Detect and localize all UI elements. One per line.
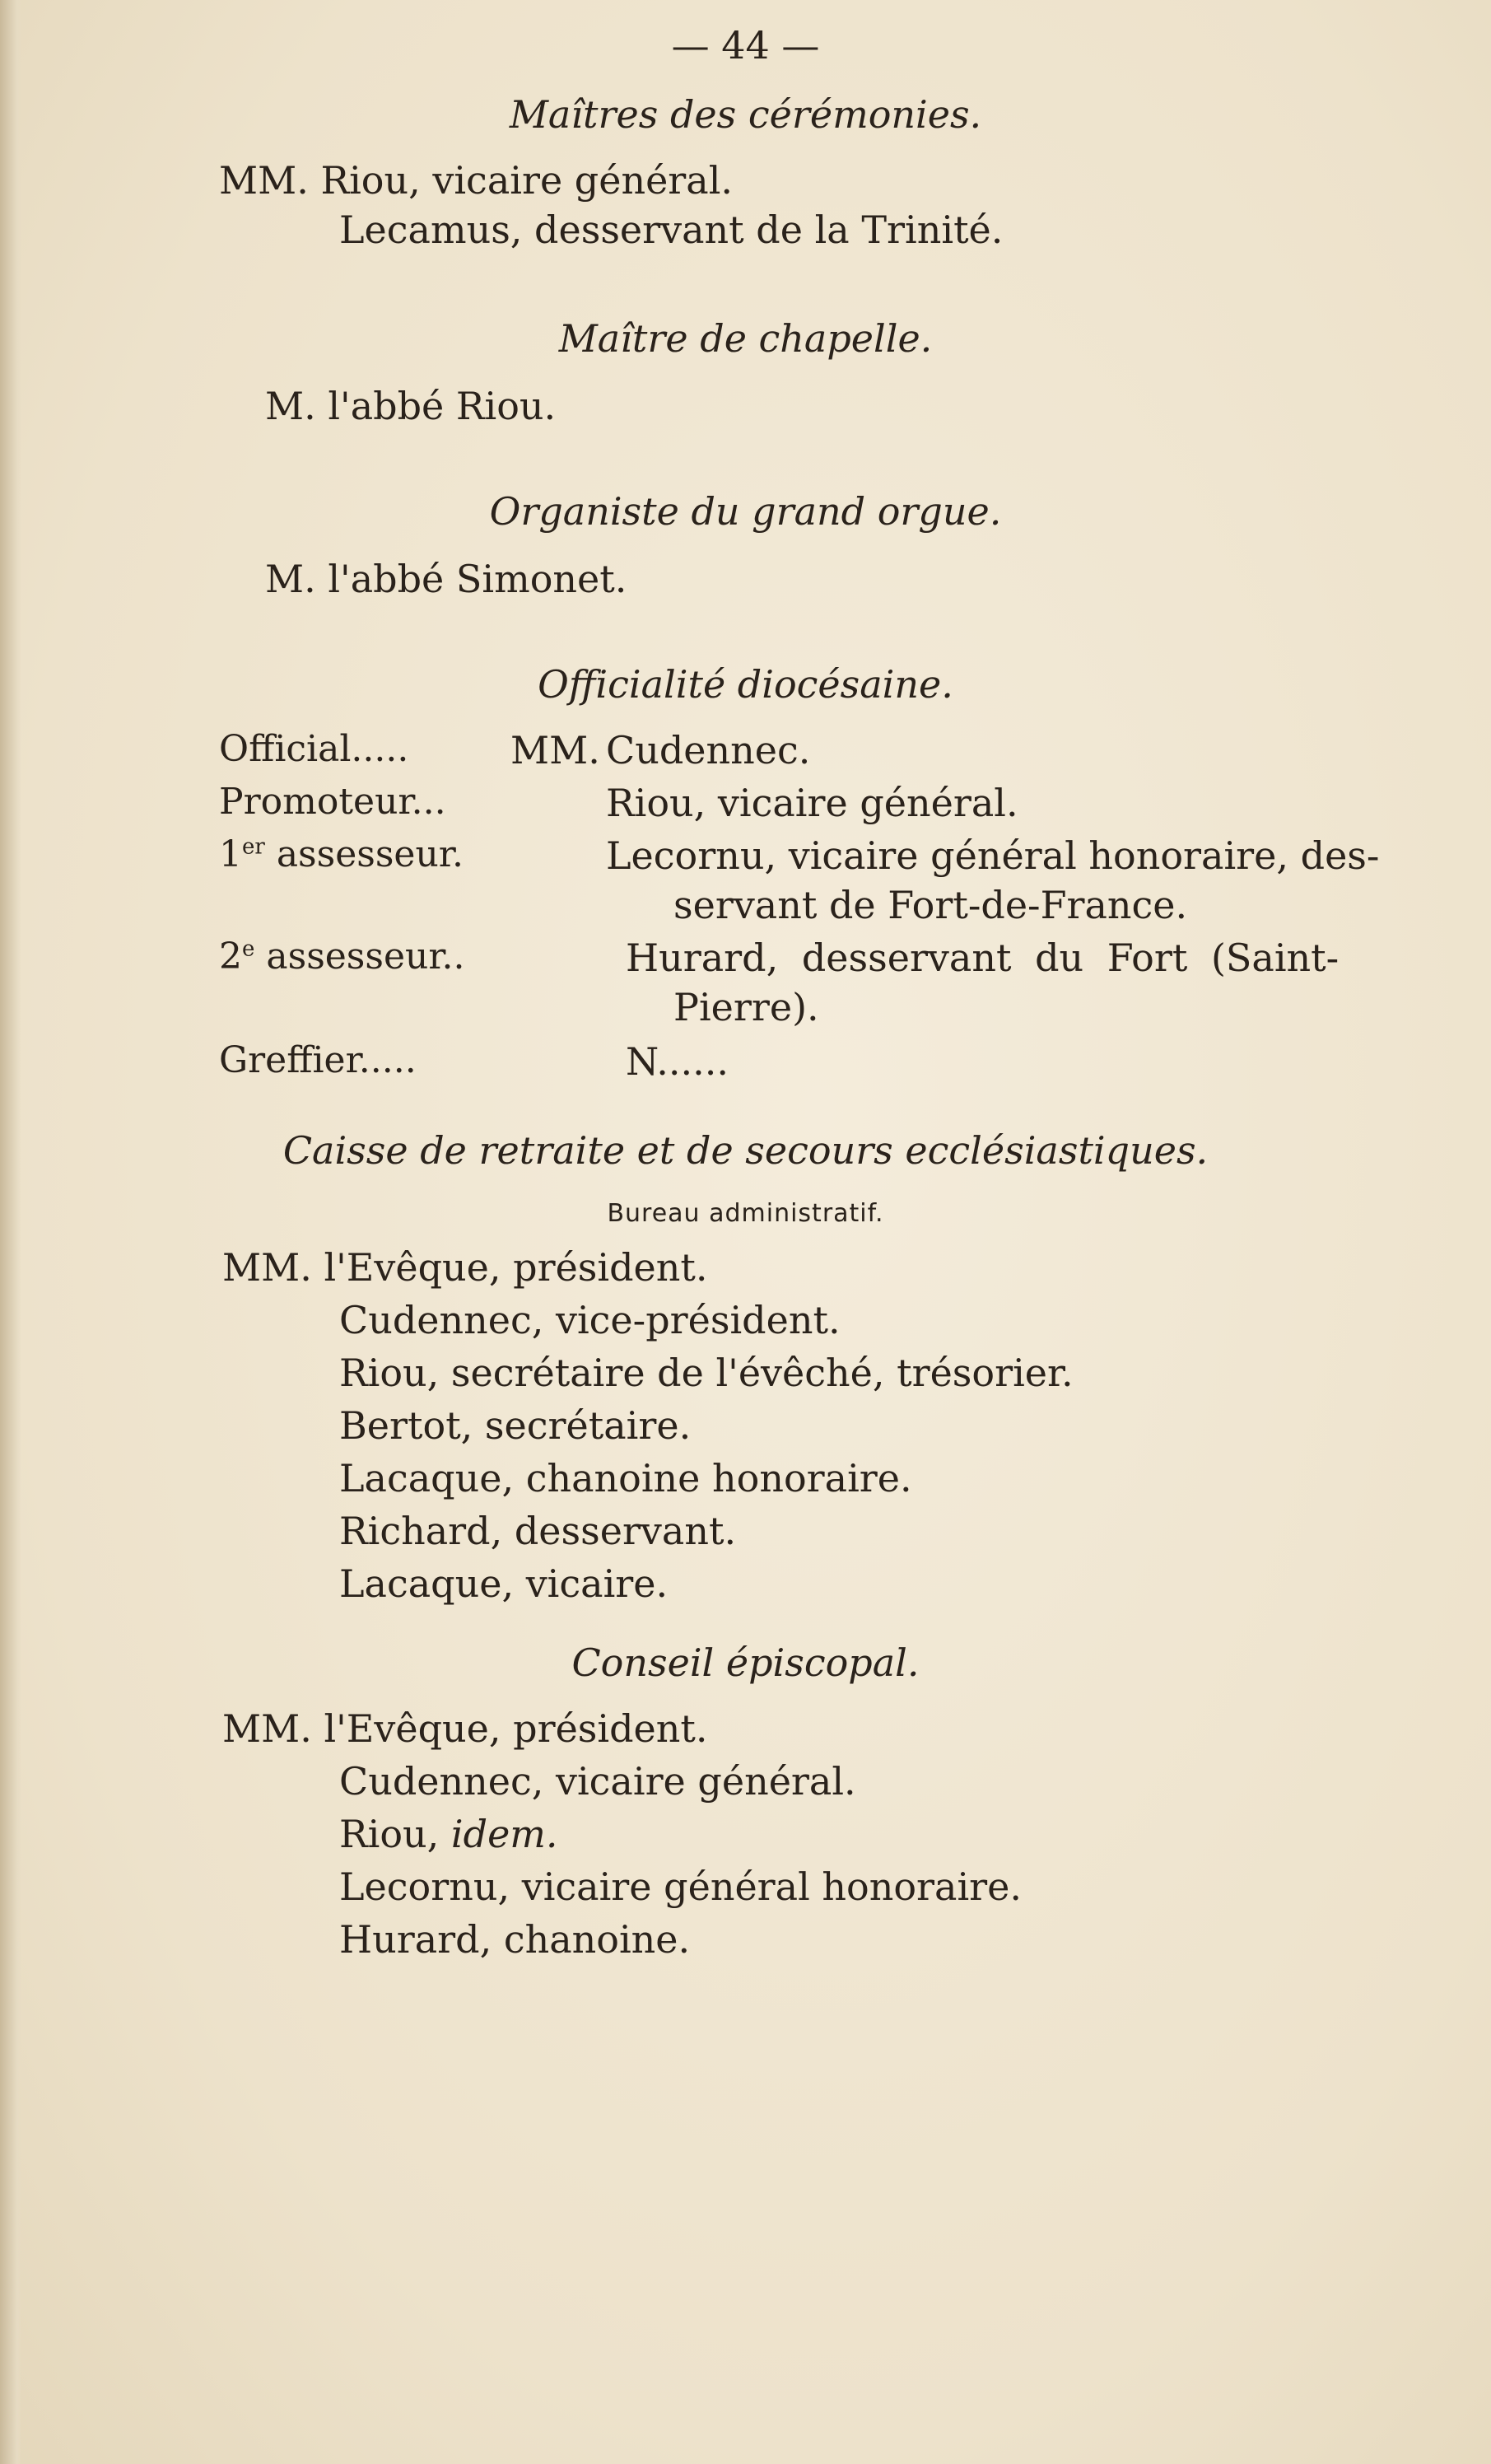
text-line: Hurard, chanoine. bbox=[339, 1917, 691, 1962]
text-line: M. l'abbé Riou. bbox=[265, 384, 557, 428]
text-line: Bertot, secrétaire. bbox=[339, 1403, 692, 1448]
ordinal-number: 1 bbox=[219, 833, 242, 875]
heading-conseil-episcopal: Conseil épiscopal. bbox=[571, 1640, 920, 1685]
row-text-continued: Pierre). bbox=[673, 985, 819, 1029]
row-label bbox=[219, 936, 465, 978]
heading-maitres-des-ceremonies: Maîtres des cérémonies. bbox=[509, 92, 982, 137]
idem-text: idem. bbox=[450, 1812, 558, 1856]
text-line: Lecamus, desservant de la Trinité. bbox=[339, 208, 1004, 252]
row-text: N...... bbox=[626, 1039, 729, 1084]
ordinal-suffix: e bbox=[242, 936, 255, 962]
row-label bbox=[219, 833, 464, 875]
text-line: Lecornu, vicaire général honoraire. bbox=[339, 1864, 1023, 1909]
text-line: Riou, secrétaire de l'évêché, trésorier. bbox=[339, 1351, 1074, 1395]
row-label: Official..... bbox=[219, 728, 409, 770]
row-text: Lecornu, vicaire général honoraire, des- bbox=[606, 833, 1380, 878]
text-line bbox=[339, 1812, 558, 1856]
text-line: M. l'abbé Simonet. bbox=[265, 557, 627, 601]
heading-organiste: Organiste du grand orgue. bbox=[489, 489, 1002, 534]
row-text: Hurard, desservant du Fort (Saint- bbox=[626, 936, 1340, 980]
text-line: Cudennec, vicaire général. bbox=[339, 1759, 856, 1804]
text-line: Lacaque, vicaire. bbox=[339, 1561, 669, 1606]
ordinal-number: 2 bbox=[219, 936, 242, 978]
row-text: Riou, vicaire général. bbox=[606, 781, 1018, 825]
name-text: Riou, bbox=[339, 1812, 451, 1856]
row-prefix: MM. bbox=[510, 728, 600, 772]
label-word: assesseur.. bbox=[254, 936, 465, 978]
label-word: assesseur. bbox=[264, 833, 464, 875]
text-line: MM. Riou, vicaire général. bbox=[219, 158, 734, 203]
text-line: Lacaque, chanoine honoraire. bbox=[339, 1456, 912, 1500]
text-line: Richard, desservant. bbox=[339, 1509, 737, 1553]
text-line: MM. l'Evêque, président. bbox=[222, 1245, 708, 1290]
ordinal-suffix: er bbox=[242, 834, 265, 860]
row-text-continued: servant de Fort-de-France. bbox=[673, 883, 1188, 927]
heading-maitre-de-chapelle: Maître de chapelle. bbox=[558, 316, 933, 361]
row-label: Promoteur... bbox=[219, 781, 446, 823]
text-line: MM. l'Evêque, président. bbox=[222, 1706, 708, 1751]
heading-caisse-de-retraite: Caisse de retraite et de secours ecclésiastiques. bbox=[282, 1128, 1209, 1173]
page-number: — 44 — bbox=[671, 23, 820, 68]
subheading-bureau-administratif: Bureau administratif. bbox=[607, 1199, 884, 1228]
row-text: Cudennec. bbox=[606, 728, 811, 772]
heading-officialite: Officialité diocésaine. bbox=[538, 662, 953, 707]
page-binding-edge bbox=[0, 0, 21, 2464]
text-line: Cudennec, vice-président. bbox=[339, 1298, 841, 1342]
row-label: Greffier..... bbox=[219, 1039, 417, 1081]
